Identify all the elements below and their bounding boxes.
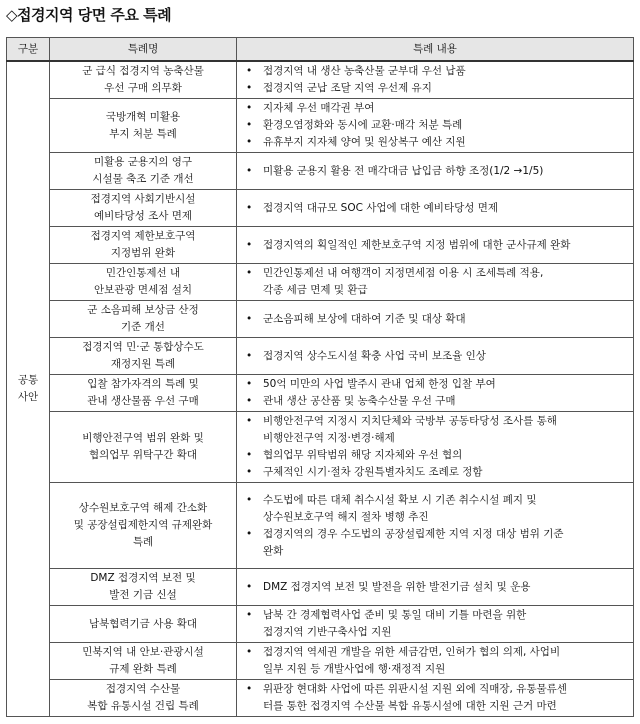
content-list — [237, 643, 633, 679]
provision-name: 국방개혁 미활용 부지 처분 특례 — [50, 99, 237, 153]
content-list — [237, 412, 633, 482]
provision-content — [237, 153, 634, 190]
provision-name: 입찰 참가자격의 특례 및 관내 생산물품 우선 구매 — [50, 375, 237, 412]
content-list — [237, 375, 633, 411]
table-row — [7, 483, 634, 569]
content-list — [237, 578, 633, 597]
provision-content — [237, 99, 634, 153]
category-cell: 공통 사안 — [7, 61, 50, 717]
page-title: ◇접경지역 당면 주요 특례 — [6, 6, 172, 24]
table-row — [7, 412, 634, 483]
provision-content — [237, 264, 634, 301]
content-item: • 구체적인 시기·절차 강원특별자치도 조례로 정함 — [243, 464, 629, 481]
provision-content — [237, 301, 634, 338]
content-item: • 유휴부지 지자체 양여 및 원상복구 예산 지원 — [243, 134, 629, 151]
table-row — [7, 680, 634, 717]
content-item: • 접경지역 군납 조달 지역 우선제 유지 — [243, 80, 629, 97]
content-item: • 환경오염정화와 동시에 교환·매각 처분 특례 — [243, 117, 629, 134]
provision-name: 접경지역 사회기반시설 예비타당성 조사 면제 — [50, 190, 237, 227]
table-row — [7, 153, 634, 190]
content-item: • 남북 간 경제협력사업 준비 및 통일 대비 기틀 마련을 위한 접경지역 기반구축사업 지원 — [243, 607, 629, 641]
content-list — [237, 199, 633, 218]
table-row — [7, 61, 634, 99]
provision-name: 민간인통제선 내 안보관광 면세점 설치 — [50, 264, 237, 301]
content-list — [237, 62, 633, 98]
header-category: 구분 — [7, 38, 50, 62]
provision-name: 미활용 군용지의 영구 시설물 축조 기준 개선 — [50, 153, 237, 190]
provision-content — [237, 61, 634, 99]
table-row — [7, 606, 634, 643]
provision-content — [237, 375, 634, 412]
table-row — [7, 643, 634, 680]
content-item: • 민간인통제선 내 여행객이 지정면세점 이용 시 조세특례 적용, 각종 세금 면제 및 환급 — [243, 265, 629, 299]
content-item: • 접경지역의 경우 수도법의 공장설립제한 지역 지정 대상 범위 기준 완화 — [243, 526, 629, 560]
provision-content — [237, 190, 634, 227]
provision-name: 접경지역 수산물 복합 유통시설 건립 특례 — [50, 680, 237, 717]
content-item: • 접경지역 역세권 개발을 위한 세금감면, 인허가 협의 의제, 사업비 일부 지원 등 개발사업에 행·재정적 지원 — [243, 644, 629, 678]
provision-content — [237, 483, 634, 569]
content-item: • 비행안전구역 지정시 지치단체와 국방부 공동타당성 조사를 통해 비행안전구역 지정·변경·해제 — [243, 413, 629, 447]
table-row — [7, 264, 634, 301]
content-list — [237, 162, 633, 181]
table-row — [7, 569, 634, 606]
special-provisions-table — [6, 37, 634, 717]
table-row — [7, 227, 634, 264]
provision-name: 비행안전구역 범위 완화 및 협의업무 위탁구간 확대 — [50, 412, 237, 483]
content-item: • DMZ 접경지역 보전 및 발전을 위한 발전기금 설치 및 운용 — [243, 579, 629, 596]
content-list — [237, 491, 633, 561]
content-list — [237, 264, 633, 300]
content-list — [237, 99, 633, 152]
provision-content — [237, 412, 634, 483]
header-content: 특례 내용 — [237, 38, 634, 62]
provision-name: 군 소음피해 보상금 산정 기준 개선 — [50, 301, 237, 338]
table-row — [7, 338, 634, 375]
content-item: • 군소음피해 보상에 대하여 기준 및 대상 확대 — [243, 311, 629, 328]
table-body — [7, 61, 634, 717]
provision-content — [237, 569, 634, 606]
table-row — [7, 99, 634, 153]
provision-name: 민북지역 내 안보·관광시설 규제 완화 특례 — [50, 643, 237, 680]
provision-name: 남북협력기금 사용 확대 — [50, 606, 237, 643]
content-item: • 미활용 군용지 활용 전 매각대금 납입금 하향 조정(1/2 →1/5) — [243, 163, 629, 180]
provision-content — [237, 227, 634, 264]
table-row — [7, 375, 634, 412]
provision-name: 상수원보호구역 해제 간소화 및 공장설립제한지역 규제완화 특례 — [50, 483, 237, 569]
provision-name: 군 급식 접경지역 농축산물 우선 구매 의무화 — [50, 61, 237, 99]
provision-content — [237, 606, 634, 643]
provision-name: 접경지역 제한보호구역 지정범위 완화 — [50, 227, 237, 264]
header-name: 특례명 — [50, 38, 237, 62]
content-item: • 접경지역 상수도시설 확충 사업 국비 보조율 인상 — [243, 348, 629, 365]
content-item: • 협의업무 위탁범위 해당 지자체와 우선 협의 — [243, 447, 629, 464]
provision-content — [237, 643, 634, 680]
content-item: • 50억 미만의 사업 발주시 관내 업체 한정 입찰 부여 — [243, 376, 629, 393]
table-header-row — [7, 38, 634, 62]
content-list — [237, 606, 633, 642]
content-item: • 수도법에 따른 대체 취수시설 확보 시 기존 취수시설 폐지 및 상수원보호구역 해지 절차 병행 추진 — [243, 492, 629, 526]
content-item: • 접경지역의 획일적인 제한보호구역 지정 범위에 대한 군사규제 완화 — [243, 237, 629, 254]
content-list — [237, 680, 633, 716]
table-row — [7, 190, 634, 227]
content-item: • 위판장 현대화 사업에 따른 위판시설 지원 외에 직매장, 유통물류센 터를 통한 접경지역 수산물 복합 유통시설에 대한 지원 근거 마련 — [243, 681, 629, 715]
table-row — [7, 301, 634, 338]
provision-content — [237, 680, 634, 717]
content-list — [237, 236, 633, 255]
content-item: • 접경지역 대규모 SOC 사업에 대한 예비타당성 면제 — [243, 200, 629, 217]
content-list — [237, 310, 633, 329]
content-item: • 지자체 우선 매각권 부여 — [243, 100, 629, 117]
content-item: • 접경지역 내 생산 농축산물 군부대 우선 납품 — [243, 63, 629, 80]
provision-name: 접경지역 민·군 통합상수도 재정지원 특례 — [50, 338, 237, 375]
content-item: • 관내 생산 공산품 및 농축수산물 우선 구매 — [243, 393, 629, 410]
content-list — [237, 347, 633, 366]
provision-content — [237, 338, 634, 375]
provision-name: DMZ 접경지역 보전 및 발전 기금 신설 — [50, 569, 237, 606]
